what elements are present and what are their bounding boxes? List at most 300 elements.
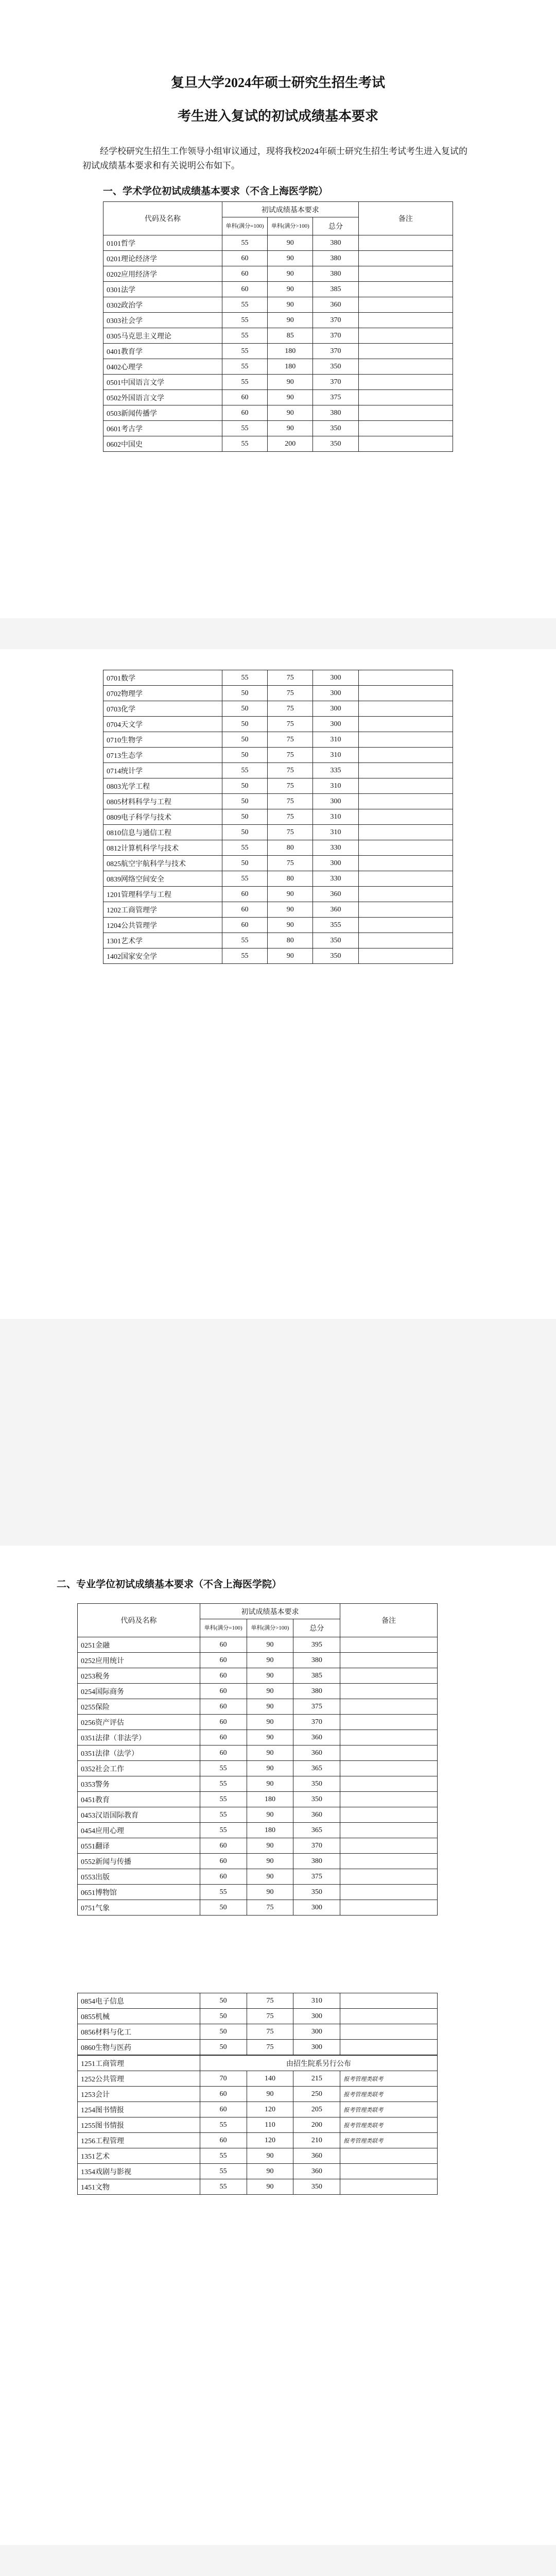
program-name: 0502外国语言文学	[103, 390, 222, 405]
single-100-score: 55	[200, 1885, 247, 1900]
table-row	[78, 1730, 438, 1745]
page-1	[0, 0, 556, 618]
remark-cell	[358, 871, 453, 887]
remark-cell	[358, 421, 453, 436]
total-score: 370	[293, 1838, 340, 1854]
table-row	[78, 1993, 438, 2009]
program-name: 0856材料与化工	[78, 2024, 200, 2040]
total-score: 300	[293, 2024, 340, 2040]
total-score: 350	[313, 436, 358, 452]
program-name: 0714统计学	[103, 763, 222, 778]
total-score: 370	[313, 313, 358, 328]
table-row	[103, 732, 453, 748]
single-100-score: 60	[200, 1684, 247, 1699]
single-over-100-score: 80	[268, 871, 313, 887]
remark-cell	[358, 701, 453, 717]
single-over-100-score: 90	[247, 2164, 293, 2179]
total-score: 370	[313, 328, 358, 344]
single-100-score: 55	[222, 933, 267, 948]
remark-cell	[358, 344, 453, 359]
single-100-score: 60	[222, 405, 267, 421]
score-table-professional-continued	[77, 1993, 438, 2055]
single-100-score: 55	[200, 1761, 247, 1776]
remark-cell	[358, 809, 453, 825]
total-score: 380	[293, 1653, 340, 1668]
single-100-score: 50	[222, 748, 267, 763]
program-name: 1256工程管理	[78, 2133, 200, 2148]
remark-cell	[358, 948, 453, 964]
single-over-100-score: 200	[268, 436, 313, 452]
single-100-score: 55	[222, 421, 267, 436]
single-100-score: 50	[222, 778, 267, 794]
table-row	[78, 2040, 438, 2055]
total-score: 380	[313, 266, 358, 282]
total-score: 360	[293, 1730, 340, 1745]
program-name: 0101哲学	[103, 235, 222, 251]
program-name: 0351法律（非法学）	[78, 1730, 200, 1745]
header-code: 代码及名称	[103, 202, 222, 235]
remark-cell	[358, 436, 453, 452]
single-over-100-score: 90	[247, 1807, 293, 1823]
single-100-score: 55	[200, 1776, 247, 1792]
remark-cell	[340, 1745, 438, 1761]
program-name: 0402心理学	[103, 359, 222, 375]
table-row	[103, 825, 453, 840]
program-name: 0253税务	[78, 1668, 200, 1684]
remark-cell	[340, 2179, 438, 2195]
intro-paragraph: 经学校研究生招生工作领导小组审议通过，现将我校2024年硕士研究生招生考试考生进入复试的初试成绩基本要求和有关说明公布如下。	[82, 146, 467, 171]
remark-cell	[340, 1776, 438, 1792]
table-row	[103, 359, 453, 375]
total-score: 200	[293, 2117, 340, 2133]
single-100-score: 55	[200, 2179, 247, 2195]
program-name: 0601考古学	[103, 421, 222, 436]
table-row	[103, 794, 453, 809]
single-100-score: 55	[200, 1823, 247, 1838]
single-100-score: 55	[200, 1792, 247, 1807]
total-score: 380	[293, 1684, 340, 1699]
table-row	[103, 266, 453, 282]
table-row	[78, 1807, 438, 1823]
total-score: 330	[313, 871, 358, 887]
single-over-100-score: 180	[268, 344, 313, 359]
remark-cell	[358, 266, 453, 282]
total-score: 300	[313, 701, 358, 717]
single-over-100-score: 75	[247, 1900, 293, 1916]
program-name: 1253会计	[78, 2087, 200, 2102]
table-row	[103, 686, 453, 701]
single-100-score: 50	[222, 825, 267, 840]
program-name: 0651博物馆	[78, 1885, 200, 1900]
table-row	[103, 344, 453, 359]
document-title: 复旦大学2024年硕士研究生招生考试	[170, 75, 385, 90]
single-over-100-score: 75	[247, 2009, 293, 2024]
single-over-100-score: 75	[268, 686, 313, 701]
single-over-100-score: 75	[268, 794, 313, 809]
header-remark: 备注	[358, 202, 453, 235]
table-row	[78, 1885, 438, 1900]
table-row	[103, 717, 453, 732]
remark-cell	[340, 1854, 438, 1869]
table-row	[78, 2117, 438, 2133]
program-name: 0401教育学	[103, 344, 222, 359]
single-100-score: 60	[200, 1854, 247, 1869]
table-row	[103, 871, 453, 887]
program-name: 0553出版	[78, 1869, 200, 1885]
table-row	[103, 856, 453, 871]
program-name: 0805材料科学与工程	[103, 794, 222, 809]
single-over-100-score: 75	[268, 717, 313, 732]
table-row	[78, 2009, 438, 2024]
remark-cell	[358, 732, 453, 748]
single-100-score: 55	[222, 359, 267, 375]
remark-cell	[340, 1699, 438, 1715]
total-score: 395	[293, 1637, 340, 1653]
total-score: 370	[313, 375, 358, 390]
single-over-100-score: 90	[268, 297, 313, 313]
header-single-100: 单科(满分=100)	[222, 217, 267, 235]
single-over-100-score: 75	[268, 763, 313, 778]
single-over-100-score: 90	[247, 1730, 293, 1745]
program-name: 1402国家安全学	[103, 948, 222, 964]
table-row	[78, 2102, 438, 2117]
table-row	[78, 1684, 438, 1699]
header-code: 代码及名称	[78, 1604, 200, 1637]
program-name: 0703化学	[103, 701, 222, 717]
table-row	[78, 2056, 438, 2071]
remark-cell	[358, 887, 453, 902]
table-row	[103, 887, 453, 902]
single-100-score: 60	[200, 1715, 247, 1730]
program-name: 0305马克思主义理论	[103, 328, 222, 344]
total-score: 330	[313, 840, 358, 856]
table-row	[78, 2148, 438, 2164]
program-name: 0702物理学	[103, 686, 222, 701]
total-score: 350	[313, 359, 358, 375]
single-over-100-score: 90	[268, 266, 313, 282]
single-over-100-score: 75	[268, 778, 313, 794]
single-100-score: 55	[222, 436, 267, 452]
program-name: 0201理论经济学	[103, 251, 222, 266]
remark-cell	[358, 313, 453, 328]
single-100-score: 55	[222, 328, 267, 344]
single-100-score: 60	[200, 1745, 247, 1761]
single-100-score: 60	[200, 1730, 247, 1745]
single-100-score: 55	[222, 840, 267, 856]
single-100-score: 60	[200, 1869, 247, 1885]
remark-cell	[340, 1900, 438, 1916]
program-name: 1354戏剧与影视	[78, 2164, 200, 2179]
table-row	[78, 2133, 438, 2148]
total-score: 360	[313, 297, 358, 313]
single-100-score: 50	[200, 1993, 247, 2009]
remark-cell	[340, 1792, 438, 1807]
program-name: 0809电子科学与技术	[103, 809, 222, 825]
program-name: 1202工商管理学	[103, 902, 222, 918]
single-100-score: 50	[200, 1900, 247, 1916]
section-heading-1: 一、学术学位初试成绩基本要求（不含上海医学院）	[103, 186, 328, 197]
total-score: 360	[313, 887, 358, 902]
single-over-100-score: 90	[247, 2087, 293, 2102]
single-over-100-score: 85	[268, 328, 313, 344]
program-name: 0551翻译	[78, 1838, 200, 1854]
total-score: 300	[313, 717, 358, 732]
single-100-score: 60	[222, 266, 267, 282]
table-row	[103, 763, 453, 778]
program-name: 1301艺术学	[103, 933, 222, 948]
score-table-academic-continued	[103, 670, 453, 964]
table-row	[78, 2164, 438, 2179]
single-100-score: 50	[222, 856, 267, 871]
header-single-100: 单科(满分=100)	[200, 1619, 247, 1637]
program-name: 0252应用统计	[78, 1653, 200, 1668]
remark-cell: 由招生院系另行公布	[200, 2056, 437, 2071]
total-score: 310	[313, 732, 358, 748]
program-name: 1451文物	[78, 2179, 200, 2195]
single-100-score: 55	[222, 375, 267, 390]
single-100-score: 60	[222, 251, 267, 266]
remark-cell	[340, 1869, 438, 1885]
single-100-score: 50	[222, 732, 267, 748]
score-table-academic	[103, 201, 453, 452]
program-name: 0453汉语国际教育	[78, 1807, 200, 1823]
single-100-score: 60	[200, 2087, 247, 2102]
remark-cell	[358, 390, 453, 405]
single-over-100-score: 90	[268, 405, 313, 421]
total-score: 335	[313, 763, 358, 778]
total-score: 360	[293, 2148, 340, 2164]
remark-cell: 报考管理类联考	[340, 2117, 438, 2133]
header-remark: 备注	[340, 1604, 438, 1637]
remark-cell	[358, 763, 453, 778]
remark-cell	[358, 840, 453, 856]
single-over-100-score: 90	[268, 887, 313, 902]
single-100-score: 60	[200, 2133, 247, 2148]
single-100-score: 55	[222, 871, 267, 887]
program-name: 0713生态学	[103, 748, 222, 763]
remark-cell: 报考管理类联考	[340, 2087, 438, 2102]
total-score: 310	[313, 809, 358, 825]
program-name: 0251金融	[78, 1637, 200, 1653]
program-name: 0353警务	[78, 1776, 200, 1792]
table-row	[78, 1637, 438, 1653]
table-row	[103, 282, 453, 297]
program-name: 0303社会学	[103, 313, 222, 328]
table-row	[78, 2024, 438, 2040]
total-score: 365	[293, 1761, 340, 1776]
single-100-score: 55	[200, 2148, 247, 2164]
program-name: 1204公共管理学	[103, 918, 222, 933]
table-row	[103, 809, 453, 825]
remark-cell	[358, 686, 453, 701]
table-row	[78, 1668, 438, 1684]
header-total: 总分	[313, 217, 358, 235]
total-score: 380	[313, 405, 358, 421]
table-row	[78, 1776, 438, 1792]
single-over-100-score: 90	[247, 1637, 293, 1653]
table-row	[103, 436, 453, 452]
program-name: 0202应用经济学	[103, 266, 222, 282]
header-single-over-100: 单科(满分>100)	[247, 1619, 293, 1637]
header-group: 初试成绩基本要求	[222, 202, 358, 217]
program-name: 0301法学	[103, 282, 222, 297]
single-over-100-score: 90	[247, 1699, 293, 1715]
single-over-100-score: 90	[268, 375, 313, 390]
program-name: 1351艺术	[78, 2148, 200, 2164]
table-row	[103, 748, 453, 763]
single-over-100-score: 140	[247, 2071, 293, 2087]
program-name: 0803光学工程	[103, 778, 222, 794]
program-name: 0302政治学	[103, 297, 222, 313]
remark-cell	[340, 2009, 438, 2024]
single-over-100-score: 90	[247, 1653, 293, 1668]
header-total: 总分	[293, 1619, 340, 1637]
single-100-score: 55	[200, 2164, 247, 2179]
table-row	[78, 1854, 438, 1869]
remark-cell	[358, 297, 453, 313]
remark-cell	[358, 794, 453, 809]
score-table-management	[77, 2055, 438, 2195]
total-score: 300	[293, 2040, 340, 2055]
single-over-100-score: 120	[247, 2133, 293, 2148]
single-over-100-score: 90	[247, 1854, 293, 1869]
total-score: 300	[293, 1900, 340, 1916]
total-score: 350	[293, 2179, 340, 2195]
single-100-score: 60	[222, 390, 267, 405]
single-over-100-score: 80	[268, 840, 313, 856]
total-score: 360	[313, 902, 358, 918]
single-100-score: 50	[222, 701, 267, 717]
single-over-100-score: 75	[268, 748, 313, 763]
program-name: 0256资产评估	[78, 1715, 200, 1730]
single-over-100-score: 80	[268, 933, 313, 948]
table-row	[78, 1869, 438, 1885]
total-score: 370	[293, 1715, 340, 1730]
program-name: 0710生物学	[103, 732, 222, 748]
single-100-score: 55	[222, 344, 267, 359]
total-score: 360	[293, 2164, 340, 2179]
remark-cell	[340, 2164, 438, 2179]
program-name: 0854电子信息	[78, 1993, 200, 2009]
total-score: 250	[293, 2087, 340, 2102]
program-name: 1251工商管理	[78, 2056, 200, 2071]
single-over-100-score: 90	[268, 948, 313, 964]
table-row	[103, 313, 453, 328]
single-100-score: 55	[200, 2117, 247, 2133]
total-score: 380	[313, 235, 358, 251]
remark-cell	[340, 1838, 438, 1854]
page-2	[0, 649, 556, 1319]
document-subtitle: 考生进入复试的初试成绩基本要求	[177, 109, 378, 124]
total-score: 300	[293, 2009, 340, 2024]
total-score: 375	[293, 1869, 340, 1885]
program-name: 0602中国史	[103, 436, 222, 452]
table-row	[103, 251, 453, 266]
remark-cell	[340, 1730, 438, 1745]
single-100-score: 55	[200, 1807, 247, 1823]
table-row	[78, 1823, 438, 1838]
total-score: 350	[313, 933, 358, 948]
program-name: 0351法律（法学）	[78, 1745, 200, 1761]
total-score: 215	[293, 2071, 340, 2087]
program-name: 0454应用心理	[78, 1823, 200, 1838]
table-row	[78, 1900, 438, 1916]
single-100-score: 55	[222, 948, 267, 964]
table-row	[103, 405, 453, 421]
table-row	[78, 1838, 438, 1854]
remark-cell	[340, 1637, 438, 1653]
remark-cell	[340, 1668, 438, 1684]
remark-cell	[358, 902, 453, 918]
program-name: 0352社会工作	[78, 1761, 200, 1776]
single-100-score: 55	[222, 297, 267, 313]
single-100-score: 60	[222, 282, 267, 297]
single-over-100-score: 90	[247, 1715, 293, 1730]
program-name: 0810信息与通信工程	[103, 825, 222, 840]
single-over-100-score: 90	[268, 421, 313, 436]
single-100-score: 50	[200, 2009, 247, 2024]
remark-cell: 报考管理类联考	[340, 2102, 438, 2117]
total-score: 210	[293, 2133, 340, 2148]
program-name: 0855机械	[78, 2009, 200, 2024]
single-over-100-score: 75	[268, 809, 313, 825]
total-score: 380	[313, 251, 358, 266]
remark-cell: 报考管理类联考	[340, 2071, 438, 2087]
single-over-100-score: 90	[247, 1745, 293, 1761]
table-row	[103, 778, 453, 794]
single-over-100-score: 180	[247, 1792, 293, 1807]
single-over-100-score: 75	[268, 732, 313, 748]
total-score: 365	[293, 1823, 340, 1838]
program-name: 0701数学	[103, 670, 222, 686]
total-score: 310	[313, 748, 358, 763]
total-score: 375	[313, 390, 358, 405]
total-score: 350	[293, 1885, 340, 1900]
single-100-score: 60	[200, 1653, 247, 1668]
single-100-score: 60	[222, 902, 267, 918]
single-100-score: 50	[222, 809, 267, 825]
remark-cell	[358, 856, 453, 871]
table-row	[103, 918, 453, 933]
remark-cell: 报考管理类联考	[340, 2133, 438, 2148]
remark-cell	[340, 1885, 438, 1900]
remark-cell	[340, 1993, 438, 2009]
remark-cell	[358, 825, 453, 840]
single-100-score: 60	[200, 1699, 247, 1715]
total-score: 360	[293, 1807, 340, 1823]
table-row	[78, 1761, 438, 1776]
total-score: 300	[313, 856, 358, 871]
program-name: 0552新闻与传播	[78, 1854, 200, 1869]
remark-cell	[358, 717, 453, 732]
program-name: 1254图书情报	[78, 2102, 200, 2117]
program-name: 0751气象	[78, 1900, 200, 1916]
single-over-100-score: 75	[268, 825, 313, 840]
single-100-score: 55	[222, 670, 267, 686]
table-row	[78, 2179, 438, 2195]
program-name: 0501中国语言文学	[103, 375, 222, 390]
single-over-100-score: 90	[247, 1776, 293, 1792]
total-score: 310	[293, 1993, 340, 2009]
single-over-100-score: 90	[268, 235, 313, 251]
single-over-100-score: 180	[247, 1823, 293, 1838]
single-over-100-score: 90	[268, 902, 313, 918]
single-100-score: 70	[200, 2071, 247, 2087]
total-score: 205	[293, 2102, 340, 2117]
single-over-100-score: 120	[247, 2102, 293, 2117]
single-over-100-score: 90	[268, 251, 313, 266]
single-100-score: 55	[222, 763, 267, 778]
